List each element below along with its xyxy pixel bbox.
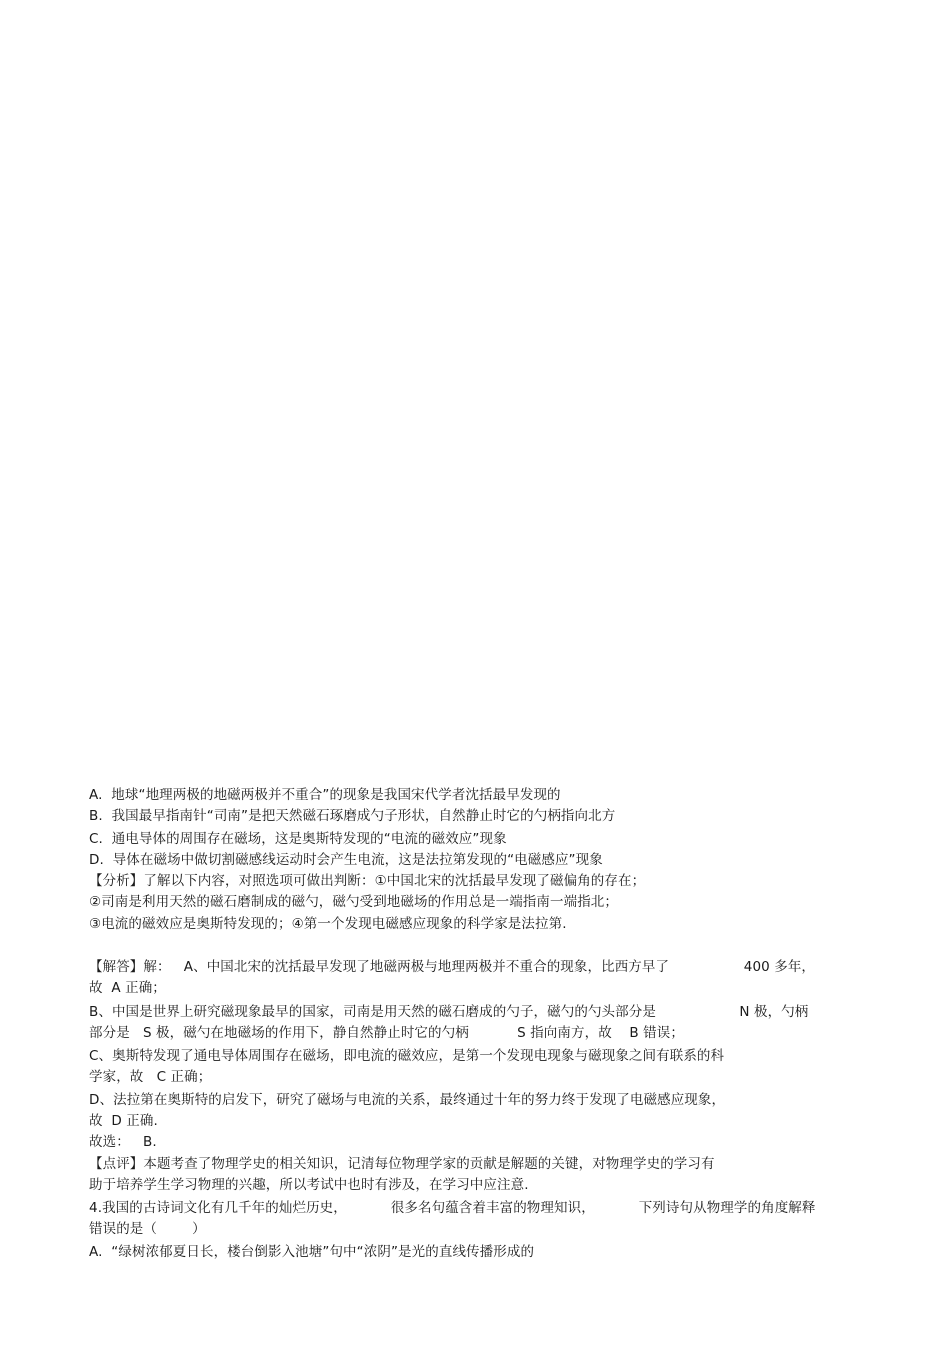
q3-analysis-line-2: ②司南是利用天然的磁石磨制成的磁勺，磁勺受到地磁场的作用总是一端指南一端指北；	[89, 894, 619, 910]
q3-analysis-line-1: 【分析】了解以下内容，对照选项可做出判断：①中国北宋的沈括最早发现了磁偏角的存在；	[89, 873, 646, 889]
q3-solution-line-1: 【解答】解： A、中国北宋的沈括最早发现了地磁两极与地理两极并不重合的现象，比西方早了 400 多年，	[89, 959, 816, 975]
q4-option-a: A. “绿树浓郁夏日长，楼台倒影入池塘”句中“浓阴”是光的直线传播形成的	[89, 1244, 535, 1260]
q3-solution-line-6: 学家，故 C 正确；	[89, 1069, 212, 1085]
q4-stem-line-1: 4.我国的古诗词文化有几千年的灿烂历史， 很多名句蕴含着丰富的物理知识， 下列诗句从物理学的角度解释	[89, 1200, 816, 1216]
q3-option-d: D. 导体在磁场中做切割磁感线运动时会产生电流，这是法拉第发现的“电磁感应”现象	[89, 852, 603, 868]
q3-option-c: C. 通电导体的周围存在磁场，这是奥斯特发现的“电流的磁效应”现象	[89, 831, 507, 847]
q3-option-a: A. 地球“地理两极的地磁两极并不重合”的现象是我国宋代学者沈括最早发现的	[89, 787, 561, 803]
q3-option-b: B. 我国最早指南针“司南”是把天然磁石琢磨成勺子形状，自然静止时它的勺柄指向北方	[89, 808, 616, 824]
q3-comment-line-2: 助于培养学生学习物理的兴趣，所以考试中也时有涉及，在学习中应注意.	[89, 1177, 529, 1193]
q4-stem-line-2: 错误的是（ ）	[89, 1221, 206, 1237]
q3-analysis-line-3: ③电流的磁效应是奥斯特发现的；④第一个发现电磁感应现象的科学家是法拉第.	[89, 916, 567, 932]
q3-solution-line-2: 故 A 正确；	[89, 980, 166, 996]
q3-solution-line-3: B、中国是世界上研究磁现象最早的国家，司南是用天然的磁石磨成的勺子，磁勺的勺头部分是 N 极，勺柄	[89, 1004, 809, 1020]
q3-solution-line-8: 故 D 正确.	[89, 1113, 158, 1129]
q3-solution-answer: 故选： B.	[89, 1134, 157, 1150]
q3-comment-line-1: 【点评】本题考查了物理学史的相关知识，记清每位物理学家的贡献是解题的关键，对物理学史的学习有	[89, 1156, 715, 1172]
q3-solution-line-4: 部分是 S 极，磁勺在地磁场的作用下，静自然静止时它的勺柄 S 指向南方，故 B 错误；	[89, 1025, 684, 1041]
q3-solution-line-7: D、法拉第在奥斯特的启发下，研究了磁场与电流的关系，最终通过十年的努力终于发现了电磁感应现象，	[89, 1092, 726, 1108]
q3-solution-line-5: C、奥斯特发现了通电导体周围存在磁场，即电流的磁效应，是第一个发现电现象与磁现象之间有联系的科	[89, 1048, 725, 1064]
